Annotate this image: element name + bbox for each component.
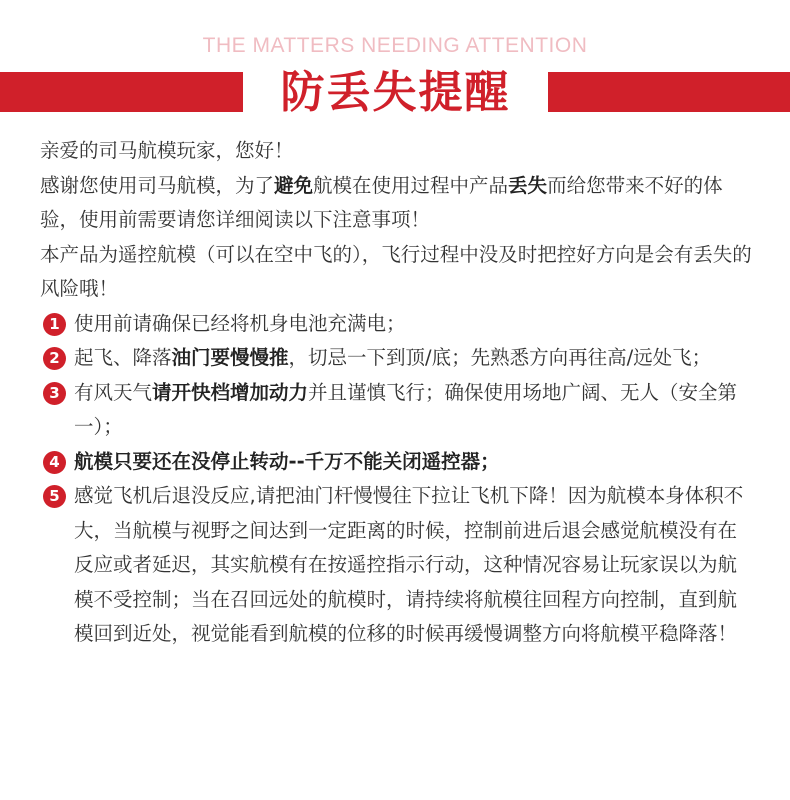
title-bar-right — [548, 72, 790, 112]
item-3-text-1: 有风天气 — [74, 380, 153, 404]
thanks-bold-2: 丢失 — [508, 173, 548, 197]
number-badge-2: 2 — [43, 347, 66, 370]
item-2-text-1: 起飞、降落 — [74, 346, 172, 369]
thanks-text-1: 感谢您使用司马航模，为了 — [40, 173, 275, 197]
number-badge-1: 1 — [43, 313, 66, 336]
item-3-bold: 请开快档增加动力 — [152, 380, 309, 404]
thanks-text-3: 而给您带来不好的体验，使用前需要请您详细阅读以下注意事项！ — [40, 173, 723, 231]
notice-item-1 — [40, 307, 756, 342]
thanks-paragraph — [40, 169, 756, 238]
number-badge-3: 3 — [43, 382, 66, 405]
notice-content — [40, 134, 756, 652]
item-2-bold: 油门要慢慢推 — [171, 346, 289, 369]
thanks-text-2: 航模在使用过程中产品 — [313, 173, 509, 197]
subtitle-english: THE MATTERS NEEDING ATTENTION — [202, 34, 588, 57]
title-bar-left — [0, 72, 243, 112]
risk-paragraph: 本产品为遥控航模（可以在空中飞的），飞行过程中没及时把控好方向是会有丢失的风险哦！ — [40, 242, 752, 300]
item-4-bold: 航模只要还在没停止转动--千万不能关闭遥控器； — [74, 449, 500, 473]
notice-item-2 — [40, 341, 756, 376]
greeting-text: 亲爱的司马航模玩家，您好！ — [40, 139, 294, 162]
number-badge-4: 4 — [43, 451, 66, 474]
notice-item-4 — [40, 445, 756, 480]
item-5-text: 感觉飞机后退没反应,请把油门杆慢慢往下拉让飞机下降！因为航模本身体积不大，当航模与视野之间达到一定距离的时候，控制前进后退会感觉航模没有在反应或者延迟，其实航模有在按遥控指示行动，这种情况容易让玩家误以为航模不受控制；当在召回远处的航模时，请持续将航模往回程方向控制，直到航模回到近处，视觉能看到航模的位移的时候再缓慢调整方向将航模平稳降落！ — [74, 484, 744, 645]
item-2-text-2: ，切忌一下到顶/底；先熟悉方向再往高/远处飞； — [288, 346, 712, 369]
notice-item-5 — [40, 479, 756, 652]
item-1-text: 使用前请确保已经将机身电池充满电； — [74, 311, 406, 335]
notice-item-3 — [40, 376, 756, 445]
item-3-text-2: 并且谨慎飞行；确保使用场地广阔、无人（安全第一）； — [74, 380, 738, 438]
thanks-bold-1: 避免 — [274, 173, 314, 197]
page-title: 防丢失提醒 — [280, 67, 511, 118]
number-badge-5: 5 — [43, 485, 66, 508]
